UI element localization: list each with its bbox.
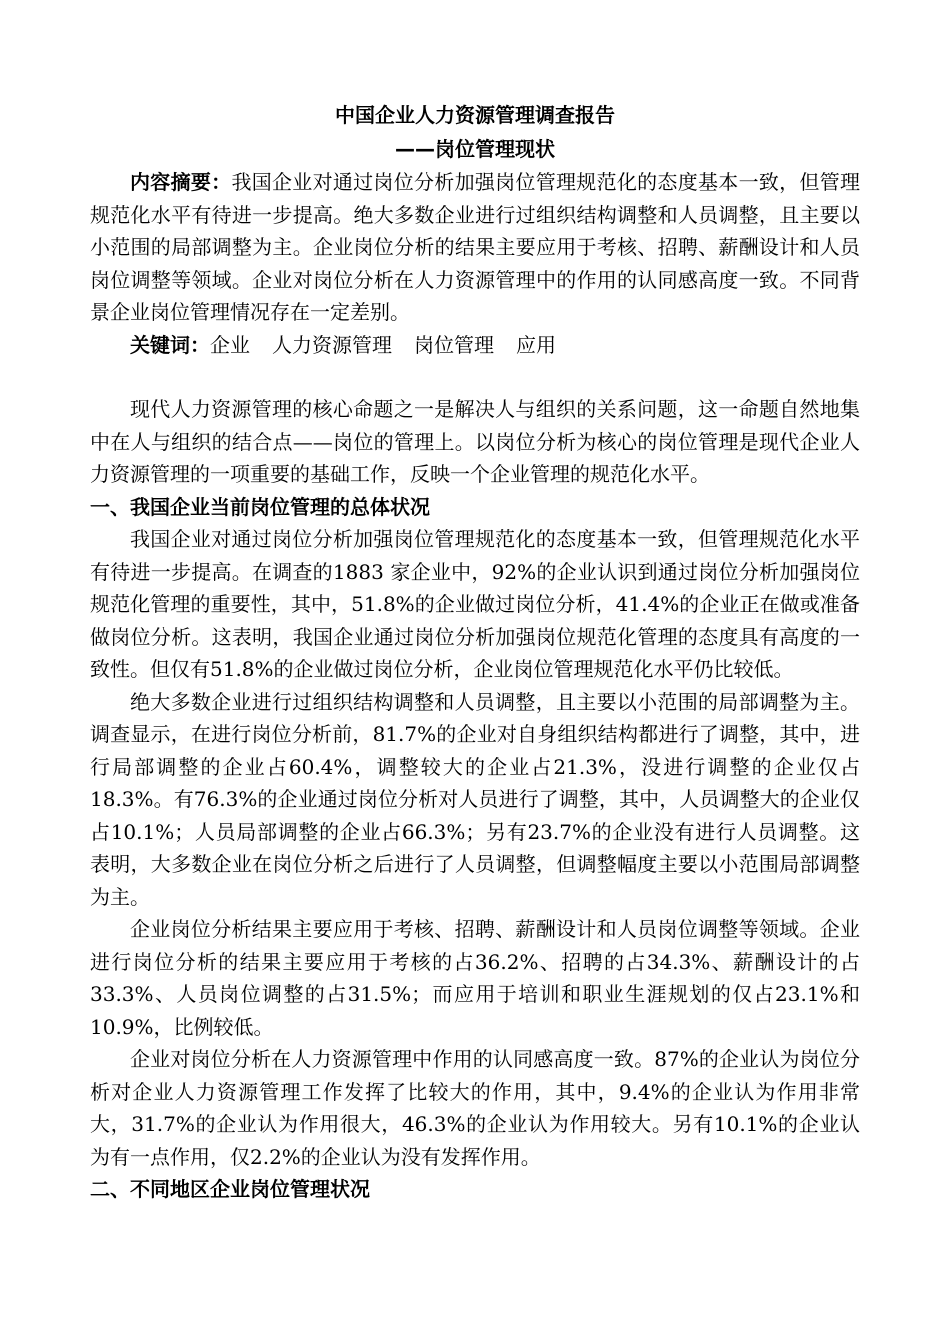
keyword-item: 企业: [210, 332, 250, 357]
keyword-item: 人力资源管理: [272, 332, 392, 357]
abstract-text: 我国企业对通过岗位分析加强岗位管理规范化的态度基本一致，但管理规范化水平有待进一步提高。绝大多数企业进行过组织结构调整和人员调整，且主要以小范围的局部调整为主。企业岗位分析的结果主要应用于考核、招聘、薪酬设计和人员岗位调整等领域。企业对岗位分析在人力资源管理中的作用的认同感高度一致。不同背景企业岗位管理情况存在一定差别。: [90, 170, 861, 324]
section-heading: 一、我国企业当前岗位管理的总体状况: [90, 494, 430, 519]
body-paragraph: 绝大多数企业进行过组织结构调整和人员调整，且主要以小范围的局部调整为主。调查显示，在进行岗位分析前，81.7%的企业对自身组织结构都进行了调整，其中，进行局部调整的企业占60.4%，调整较大的企业占21.3%，没进行调整的企业仅占18.3%。有76.3%的企业通过岗位分析对人员进行了调整，其中，人员调整大的企业仅占10.1%；人员局部调整的企业占66.3%；另有23.7%的企业没有进行人员调整。这表明，大多数企业在岗位分析之后进行了人员调整，但调整幅度主要以小范围局部调整为主。: [90, 689, 860, 909]
body-paragraph: 我国企业对通过岗位分析加强岗位管理规范化的态度基本一致，但管理规范化水平有待进一步提高。在调查的1883 家企业中，92%的企业认识到通过岗位分析加强岗位规范化管理的重要性，其中，51.8%的企业做过岗位分析，41.4%的企业正在做或准备做岗位分析。这表明，我国企业通过岗位分析加强岗位规范化管理的态度具有高度的一致性。但仅有51.8%的企业做过岗位分析，企业岗位管理规范化水平仍比较低。: [90, 527, 860, 681]
keywords-label: 关键词：: [130, 332, 210, 357]
keywords-line: [90, 329, 860, 362]
body-paragraph: 企业岗位分析结果主要应用于考核、招聘、薪酬设计和人员岗位调整等领域。企业进行岗位分析的结果主要应用于考核的占36.2%、招聘的占34.3%、薪酬设计的占33.3%、人员岗位调整的占31.5%；而应用于培训和职业生涯规划的仅占23.1%和10.9%，比例较低。: [90, 917, 860, 1039]
document-subtitle: ——岗位管理现状: [395, 137, 555, 161]
keyword-item: 应用: [516, 332, 556, 357]
abstract-paragraph: [90, 166, 860, 329]
document-title: 中国企业人力资源管理调查报告: [335, 103, 615, 127]
document-page: [90, 98, 860, 1206]
abstract-label: 内容摘要：: [130, 170, 232, 194]
intro-paragraph: 现代人力资源管理的核心命题之一是解决人与组织的关系问题，这一命题自然地集中在人与组织的结合点——岗位的管理上。以岗位分析为核心的岗位管理是现代企业人力资源管理的一项重要的基础工作，反映一个企业管理的规范化水平。: [90, 397, 860, 486]
keyword-item: 岗位管理: [414, 332, 494, 357]
body-paragraph: 企业对岗位分析在人力资源管理中作用的认同感高度一致。87%的企业认为岗位分析对企业人力资源管理工作发挥了比较大的作用，其中，9.4%的企业认为作用非常大，31.7%的企业认为作用很大，46.3%的企业认为作用较大。另有10.1%的企业认为有一点作用，仅2.2%的企业认为没有发挥作用。: [90, 1047, 860, 1169]
blank-line: [90, 361, 860, 393]
section-heading: 二、不同地区企业岗位管理状况: [90, 1177, 370, 1201]
